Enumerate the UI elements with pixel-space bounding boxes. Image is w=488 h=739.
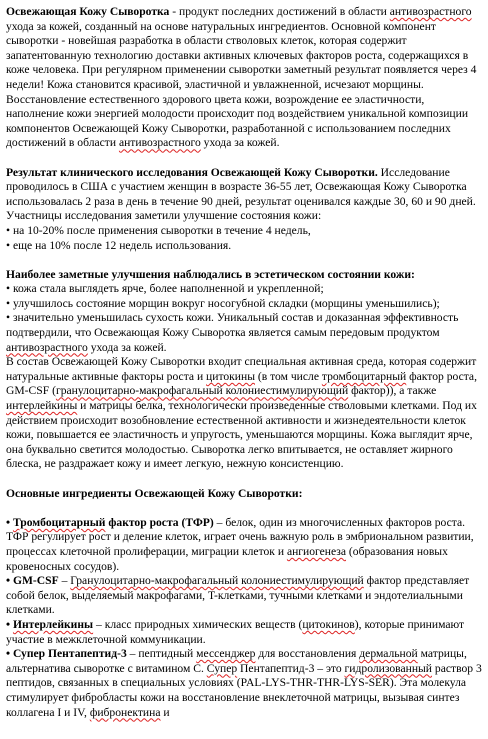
spacer bbox=[6, 151, 483, 166]
spacer bbox=[6, 501, 483, 516]
spacer bbox=[6, 253, 483, 268]
improvements-bullet: • значительно уменьшилась сухость кожи. Уникальный состав и доказанная эффективность подтвердили, что Освежающая Кожу Сыворотка является самым передовым продуктом антивозрастного ухода за кожей. bbox=[6, 311, 459, 354]
intro-paragraph: Освежающая Кожу Сыворотка - продукт последних достижений в области антивозрастного ухода за кожей, созданный на основе натуральных ингредиентов. Основной компонент сыворотки - новейшая разработка в области стволовых клеток, которая содержит запатентованную технологию доставки активных ключевых факторов роста, содержащихся в коже человека. При регулярном применении сыворотки заметный результат появляется через 4 недели! Кожа становится красивой, эластичной и увлажненной, исчезают морщины. Восстановление естественного здорового цвета кожи, возрождение ее эластичности, наполнение кожи энергией молодости происходит под воздействием уникальной композиции компонентов Освежающей Кожу Сыворотки, разработанной с использованием последних достижений в области антивозрастного ухода за кожей. bbox=[6, 5, 477, 150]
clinical-paragraph: Результат клинического исследования Освежающей Кожу Сыворотки. Исследование проводилось в США с участием женщин в возрасте 36-55 лет, Освежающая Кожу Сыворотка использовалась 2 раза в день в течение 90 дней, результат оценивался каждые 30, 60 и 90 дней. Участницы исследования заметили улучшение состояния кожи: bbox=[6, 165, 476, 223]
ingredient-pentapeptide: • Супер Пентапептид-3 – пептидный мессенджер для восстановления дермальной матрицы, альтернатива сыворотке с витамином С. Супер Пентапептид-3 – это гидролизованный раствор 3 пептидов, связанных в специальных условиях (PAL-LYS-THR-THR-LYS-SER). Эта молекула стимулирует фибробласты кожи на восстановление внеклеточной матрицы, вызывая синтез коллагена I и IV, фибронектина и bbox=[6, 647, 482, 719]
improvements-bullet: • кожа стала выглядеть ярче, более наполненной и укрепленной; bbox=[6, 282, 324, 296]
spacer bbox=[6, 472, 483, 487]
document-body bbox=[6, 5, 483, 720]
clinical-bullet: • еще на 10% после 12 недель использования. bbox=[6, 238, 232, 252]
ingredients-heading: Основные ингредиенты Освежающей Кожу Сыворотки: bbox=[6, 486, 303, 500]
clinical-heading: Результат клинического исследования Освежающей Кожу Сыворотки. bbox=[6, 165, 378, 179]
ingredient-gmcsf: • GM-CSF – Гранулоцитарно-макрофагальный колониестимулирующий фактор представляет собой белок, выделяемый макрофагами, T-клетками, тучными клетками и эндотелиальными клетками. bbox=[6, 574, 470, 617]
improvements-heading: Наиболее заметные улучшения наблюдались в эстетическом состоянии кожи: bbox=[6, 267, 415, 281]
composition-paragraph: В состав Освежающей Кожу Сыворотки входит специальная активная среда, которая содержит натуральные активные факторы роста и цитокины (в том числе тромбоцитарный фактор роста, GM-CSF (гранулоцитарно-макрофагальный колониестимулирующий фактор)), а также интерлейкины и матрицы белка, технологически произведенные стволовыми клетками. Под их действием происходит возобновление естественной активности и жизнедеятельности клеток кожи, повышается ее эластичность и упругость, уменьшаются морщины. Кожа выглядит ярче, она буквально светится молодостью. Сыворотка легко впитывается, не оставляет жирного блеска, не раздражает кожу и имеет легкую, нежную консистенцию. bbox=[6, 355, 477, 471]
ingredient-tfr: • Тромбоцитарный фактор роста (ТФР) – белок, один из многочисленных факторов роста. ТФР регулирует рост и деление клеток, играет очень важную роль в эмбриональном развитии, процессах клеточной пролиферации, миграции клеток и ангиогенеза (образования новых кровеносных сосудов). bbox=[6, 515, 474, 573]
clinical-bullet: • на 10-20% после применения сыворотки в течение 4 недель, bbox=[6, 223, 311, 237]
product-title: Освежающая Кожу Сыворотка bbox=[6, 5, 170, 18]
ingredient-interleukins: • Интерлейкины – класс природных химических веществ (цитокинов), которые принимают участие в межклеточной коммуникации. bbox=[6, 617, 465, 646]
improvements-bullet: • улучшилось состояние морщин вокруг носогубной складки (морщины уменьшились); bbox=[6, 296, 440, 310]
